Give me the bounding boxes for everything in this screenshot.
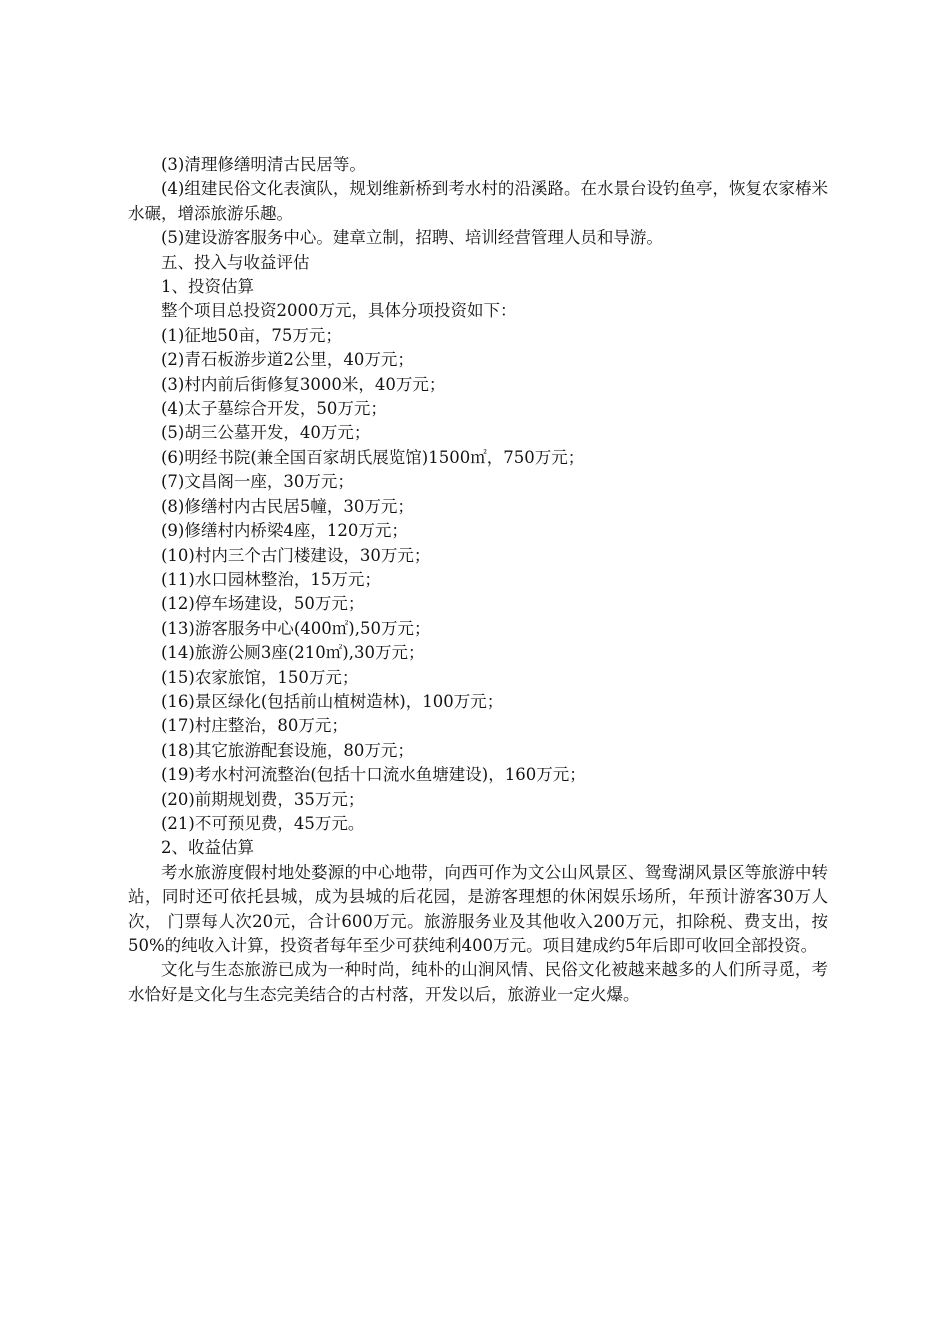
list-item: (17)村庄整治，80万元； (161, 716, 348, 736)
list-item: (15)农家旅馆，150万元； (161, 667, 359, 687)
paragraph: (5)建设游客服务中心。建章立制，招聘、培训经营管理人员和导游。 (161, 228, 663, 248)
list-item: (2)青石板游步道2公里，40万元； (161, 350, 414, 370)
list-item: (19)考水村河流整治(包括十口流水鱼塘建设)，160万元； (161, 765, 586, 785)
subsection-heading: 1、投资估算 (161, 277, 254, 297)
paragraph: (4)组建民俗文化表演队，规划维新桥到考水村的沿溪路。在水景台设钓鱼亭，恢复农家椿米水碾，增添旅游乐趣。 (128, 179, 828, 223)
section-heading: 五、投入与收益评估 (161, 252, 310, 272)
list-item: (21)不可预见费，45万元。 (161, 813, 365, 833)
list-item: (3)村内前后街修复3000米，40万元； (161, 374, 446, 394)
list-item: (7)文昌阁一座，30万元； (161, 472, 354, 492)
list-item: (14)旅游公厕3座(210㎡),30万元； (161, 643, 425, 663)
list-item: (20)前期规划费，35万元； (161, 789, 365, 809)
list-item: (4)太子墓综合开发，50万元； (161, 399, 387, 419)
list-item: (16)景区绿化(包括前山植树造林)，100万元； (161, 691, 504, 711)
list-item: (8)修缮村内古民居5幢，30万元； (161, 496, 414, 516)
paragraph: 考水旅游度假村地处婺源的中心地带，向西可作为文公山风景区、鸳鸯湖风景区等旅游中转站，同时还可依托县城，成为县城的后花园，是游客理想的休闲娱乐场所，年预计游客30万人次， 门票每人次20元，合计600万元。旅游服务业及其他收入200万元，扣除税、费支出，按50%的纯收入计算，投资者每年至少可获纯利400万元。项目建成约5年后即可收回全部投资。 (128, 862, 828, 955)
list-item: (6)明经书院(兼全国百家胡氏展览馆)1500㎡，750万元； (161, 447, 585, 467)
list-item: (13)游客服务中心(400㎡),50万元； (161, 618, 431, 638)
paragraph: (3)清理修缮明清古民居等。 (161, 155, 366, 174)
list-item: (11)水口园林整治，15万元； (161, 569, 381, 589)
list-item: (10)村内三个古门楼建设，30万元； (161, 545, 431, 565)
list-item: (1)征地50亩，75万元； (161, 325, 342, 345)
list-item: (12)停车场建设，50万元； (161, 594, 365, 614)
document-body (128, 153, 828, 1007)
list-item: (5)胡三公墓开发，40万元； (161, 423, 371, 443)
list-item: (18)其它旅游配套设施，80万元； (161, 740, 414, 760)
list-item: (9)修缮村内桥梁4座，120万元； (161, 521, 408, 541)
paragraph: 文化与生态旅游已成为一种时尚，纯朴的山涧风情、民俗文化被越来越多的人们所寻觅，考水恰好是文化与生态完美结合的古村落，开发以后，旅游业一定火爆。 (128, 960, 828, 1004)
subsection-heading: 2、收益估算 (161, 838, 254, 858)
paragraph: 整个项目总投资2000万元，具体分项投资如下： (161, 301, 517, 321)
